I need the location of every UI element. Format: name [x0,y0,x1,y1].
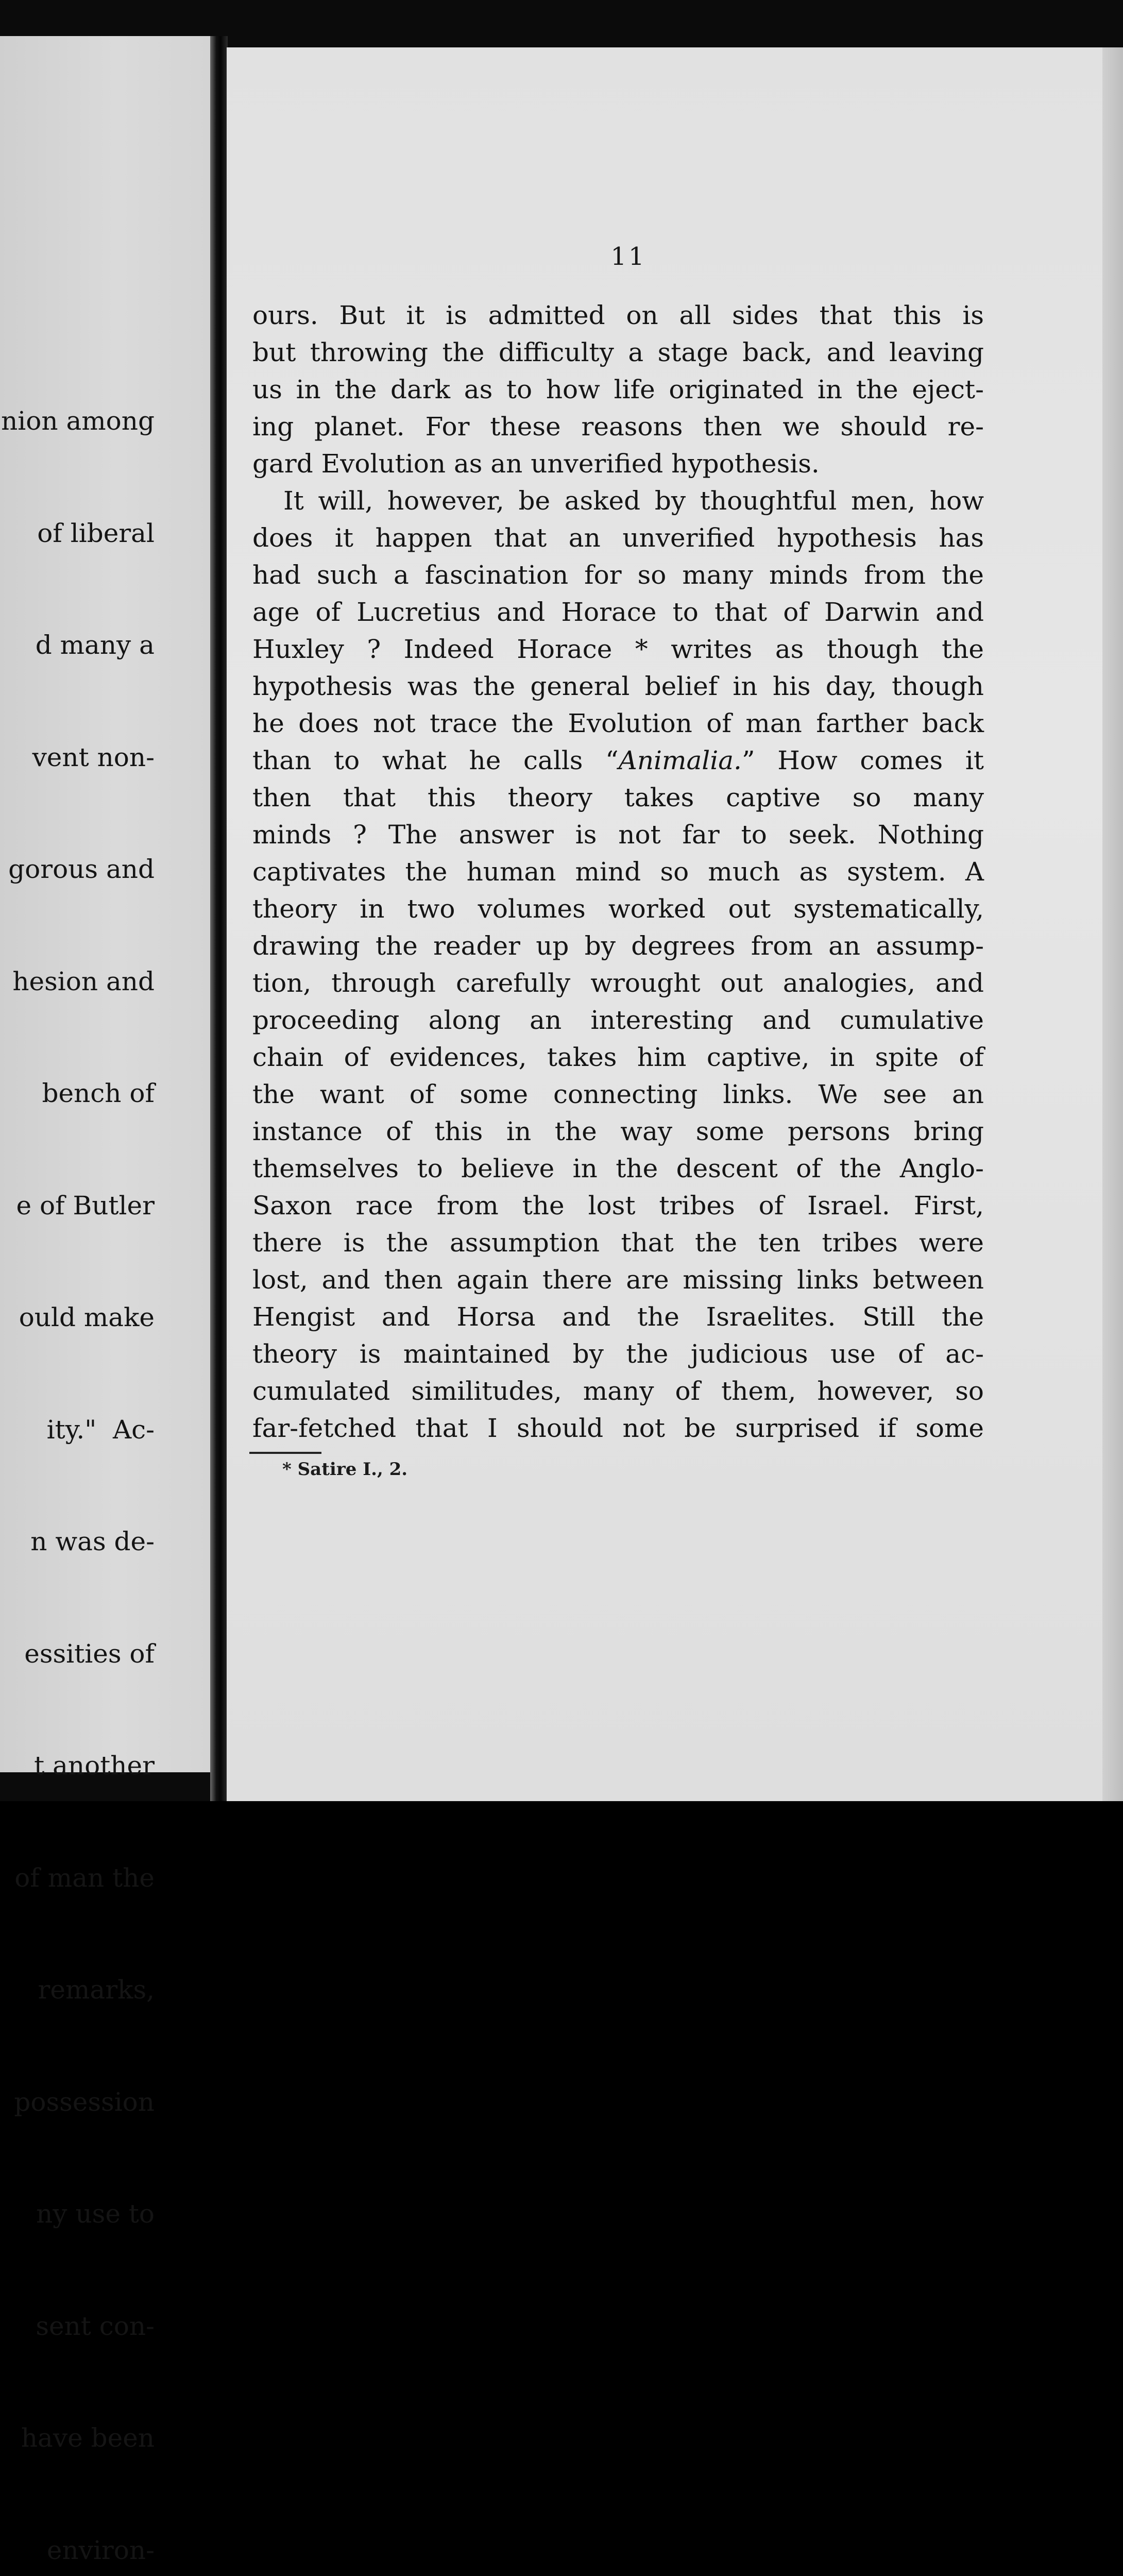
footnote-rule [249,1452,321,1454]
page-edge-shadow [1102,47,1123,1801]
left-line: sent con- [36,2311,155,2341]
text-line: the want of some connecting links. We see an [252,1079,984,1109]
left-line: ity." Ac- [46,1414,155,1445]
text-line: chain of evidences, takes him captive, in spite of [252,1042,984,1072]
text-line: Hengist and Horsa and the Israelites. Still the [252,1302,984,1332]
left-line: n was de- [30,1527,155,1556]
text-line: then that this theory takes captive so many [252,783,984,812]
left-line: t another [34,1751,155,1781]
text-line: Saxon race from the lost tribes of Israel. First, [252,1191,984,1221]
text-line-with-italic [252,742,984,779]
left-line: possession [14,2087,155,2117]
left-line: have been [21,2423,155,2453]
text-line: themselves to believe in the descent of the Anglo- [252,1154,984,1183]
text-line: had such a fascination for so many minds from the [252,560,984,590]
left-line: of liberal [37,518,155,548]
left-line: remarks, [38,1975,155,2005]
text-line: theory is maintained by the judicious use of ac- [252,1339,984,1369]
left-page-fragment [0,36,212,2565]
book-gutter [210,36,228,1801]
left-line: hesion and [12,966,155,996]
text-line: lost, and then again there are missing links between [252,1265,984,1295]
text-segment: ” How comes it [741,745,984,775]
left-line: bench of [42,1078,155,1108]
left-line: d many a [35,630,155,660]
footnote: * Satire I., 2. [282,1459,408,1480]
text-line: but throwing the difficulty a stage back, and leaving [252,337,984,367]
text-line: instance of this in the way some persons bring [252,1116,984,1146]
text-line: far-fetched that I should not be surprised if some [252,1413,984,1443]
text-line: age of Lucretius and Horace to that of Darwin and [252,597,984,627]
text-line: us in the dark as to how life originated in the eject- [252,375,984,404]
text-line: proceeding along an interesting and cumulative [252,1005,984,1035]
text-line: cumulated similitudes, many of them, however, so [252,1376,984,1406]
page-number: 11 [610,242,646,271]
text-line: tion, through carefully wrought out analogies, and [252,968,984,998]
left-line: nion among [1,406,155,436]
left-line: ould make [19,1302,155,1332]
text-line: drawing the reader up by degrees from an assump- [252,931,984,961]
text-line: It will, however, be asked by thoughtful men, how [283,486,984,516]
text-line: he does not trace the Evolution of man farther back [252,708,984,738]
text-line: theory in two volumes worked out systematically, [252,894,984,924]
text-line: does it happen that an unverified hypothesis has [252,523,984,553]
italic-term: Animalia. [618,745,742,775]
text-line: Huxley ? Indeed Horace * writes as though the [252,634,984,664]
body-text [252,297,984,1447]
left-line: of man the [14,1862,155,1893]
text-line: minds ? The answer is not far to seek. Nothing [252,820,984,850]
left-line: vent non- [32,742,155,772]
text-line: hypothesis was the general belief in his day, though [252,671,984,701]
left-line: essities of [24,1638,155,1669]
left-line: environ- [46,2535,155,2565]
text-line: captivates the human mind so much as system. A [252,857,984,887]
text-line: there is the assumption that the ten tribes were [252,1228,984,1258]
text-line: ing planet. For these reasons then we should re- [252,412,984,442]
left-line: ny use to [36,2199,155,2229]
left-line: e of Butler [16,1190,155,1221]
text-line: gard Evolution as an unverified hypothesis. [252,449,820,479]
left-page-text [0,328,155,2576]
left-line: gorous and [8,854,155,884]
text-line: ours. But it is admitted on all sides that this is [252,300,984,330]
text-segment: than to what he calls “ [252,745,619,775]
